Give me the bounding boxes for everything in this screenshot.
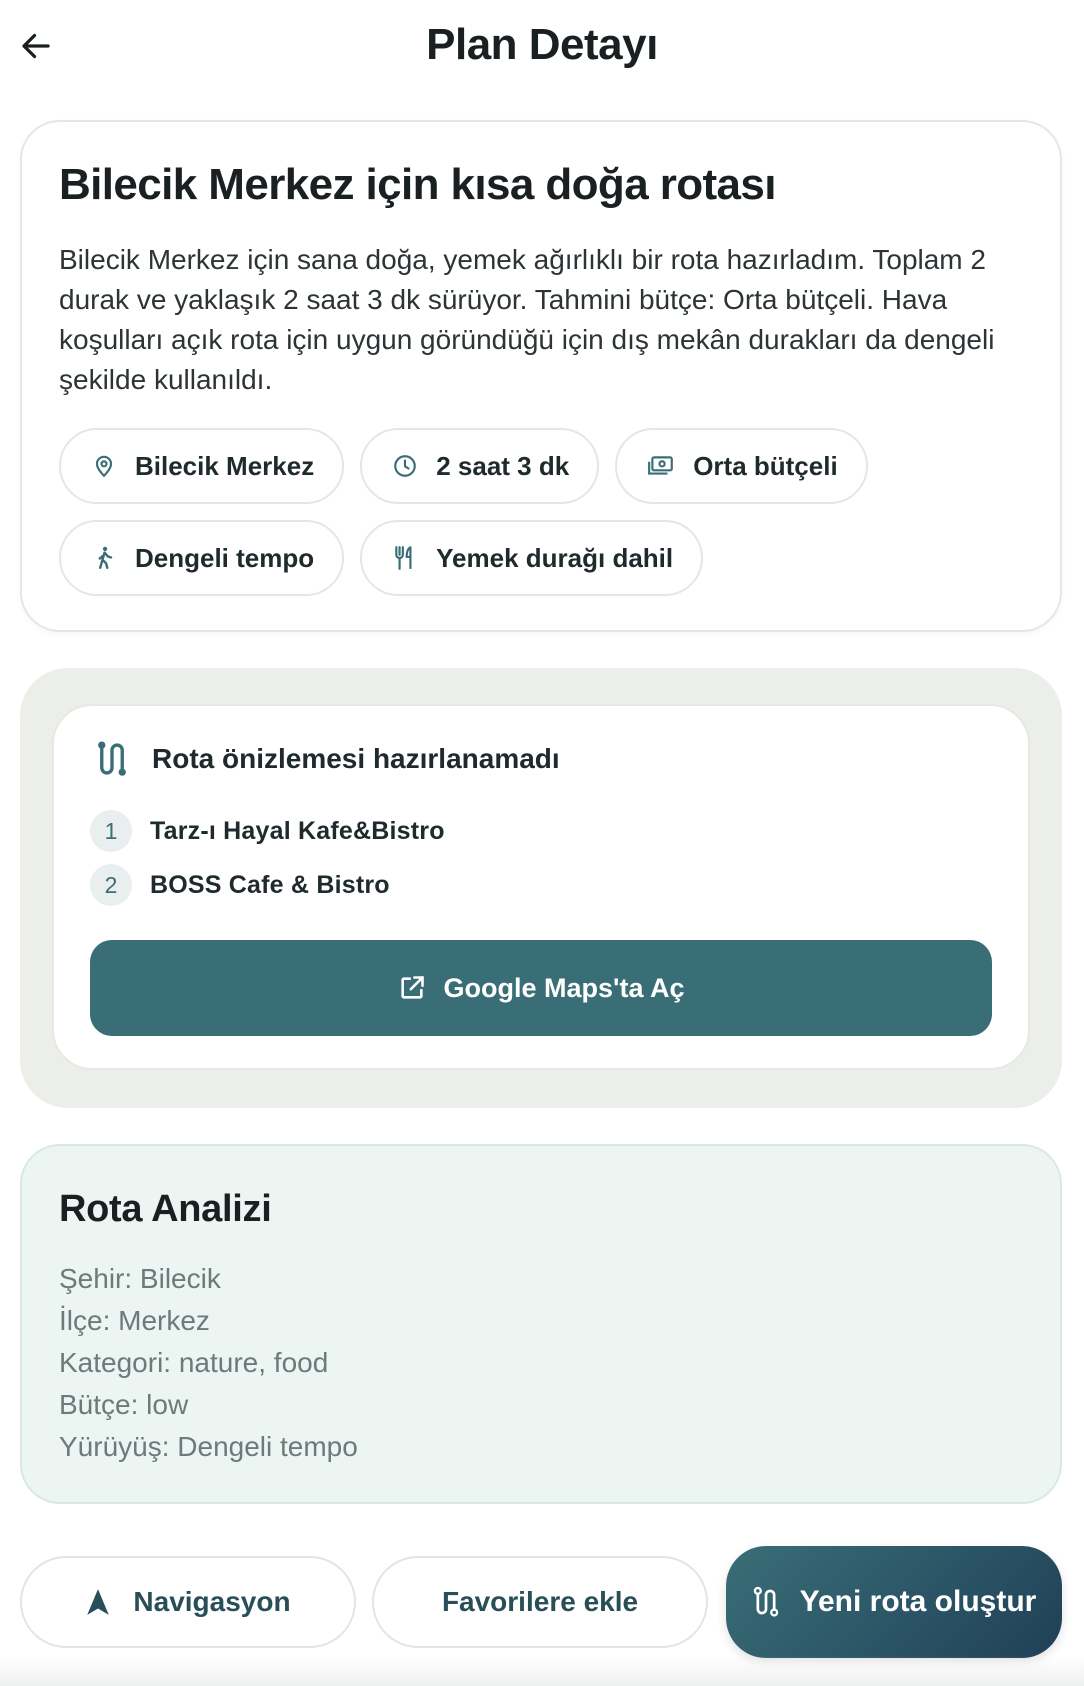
chip-duration <box>360 428 599 504</box>
walking-icon <box>91 545 117 571</box>
analysis-line-district: İlçe: Merkez <box>59 1305 210 1336</box>
chip-duration-label: 2 saat 3 dk <box>436 450 570 481</box>
open-google-maps-button[interactable] <box>90 940 992 1036</box>
chips-row <box>59 520 703 596</box>
create-new-route-button[interactable] <box>726 1546 1062 1658</box>
route-preview-card <box>52 704 1030 1070</box>
navigation-arrow-icon <box>85 1588 111 1616</box>
plan-summary-card <box>20 120 1062 632</box>
add-to-favorites-button[interactable] <box>372 1556 708 1648</box>
bottom-action-bar <box>0 1524 1084 1686</box>
chip-food-label: Yemek durağı dahil <box>436 542 674 573</box>
route-analysis-card <box>20 1144 1062 1504</box>
add-to-favorites-label: Favorilere ekle <box>441 1586 639 1617</box>
analysis-line-walking: Yürüyüş: Dengeli tempo <box>59 1431 358 1462</box>
stop-number: 2 <box>90 864 132 906</box>
route-preview-title: Rota önizlemesi hazırlanamadı <box>152 743 560 774</box>
stop-name: BOSS Cafe & Bistro <box>150 870 390 899</box>
navigation-button[interactable] <box>20 1556 356 1648</box>
stop-name: Tarz-ı Hayal Kafe&Bistro <box>150 816 445 845</box>
chip-pace-label: Dengeli tempo <box>135 542 315 573</box>
create-new-route-label: Yeni rota oluştur <box>799 1585 1037 1618</box>
chip-budget <box>615 428 867 504</box>
chip-pace <box>59 520 344 596</box>
chip-location <box>59 428 344 504</box>
location-pin-icon <box>91 453 117 479</box>
open-google-maps-label: Google Maps'ta Aç <box>443 972 685 1003</box>
route-preview-header <box>94 740 560 778</box>
stop-number: 1 <box>90 810 132 852</box>
bottom-fade <box>0 1656 1084 1686</box>
analysis-line-city: Şehir: Bilecik <box>59 1263 221 1294</box>
analysis-line-category: Kategori: nature, food <box>59 1347 329 1378</box>
route-stop-item <box>90 864 390 906</box>
fork-knife-icon <box>392 545 418 571</box>
route-icon <box>94 740 130 778</box>
plan-description: Bilecik Merkez için sana doğa, yemek ağırlıklı bir rota hazırladım. Toplam 2 durak ve yaklaşık 2 saat 3 dk sürüyor. Tahmini bütçe: Orta bütçeli. Hava koşulları açık rota için uygun göründüğü için dış mekân durakları da dengeli şekilde kullanıldı. <box>59 244 995 395</box>
chip-location-label: Bilecik Merkez <box>135 450 315 481</box>
route-preview-container <box>20 668 1062 1108</box>
app-header <box>0 0 1084 100</box>
route-analysis-list <box>59 1258 358 1468</box>
chips-row <box>59 428 868 504</box>
route-icon <box>752 1586 780 1618</box>
clock-icon <box>392 453 418 479</box>
money-icon <box>647 453 675 479</box>
chip-budget-label: Orta bütçeli <box>693 450 838 481</box>
navigation-button-label: Navigasyon <box>133 1586 291 1617</box>
route-stop-item <box>90 810 445 852</box>
plan-title: Bilecik Merkez için kısa doğa rotası <box>59 160 776 209</box>
open-external-icon <box>398 974 426 1002</box>
page-title: Plan Detayı <box>426 20 658 69</box>
analysis-line-budget: Bütçe: low <box>59 1389 189 1420</box>
chip-food <box>360 520 703 596</box>
route-analysis-title: Rota Analizi <box>59 1188 272 1230</box>
